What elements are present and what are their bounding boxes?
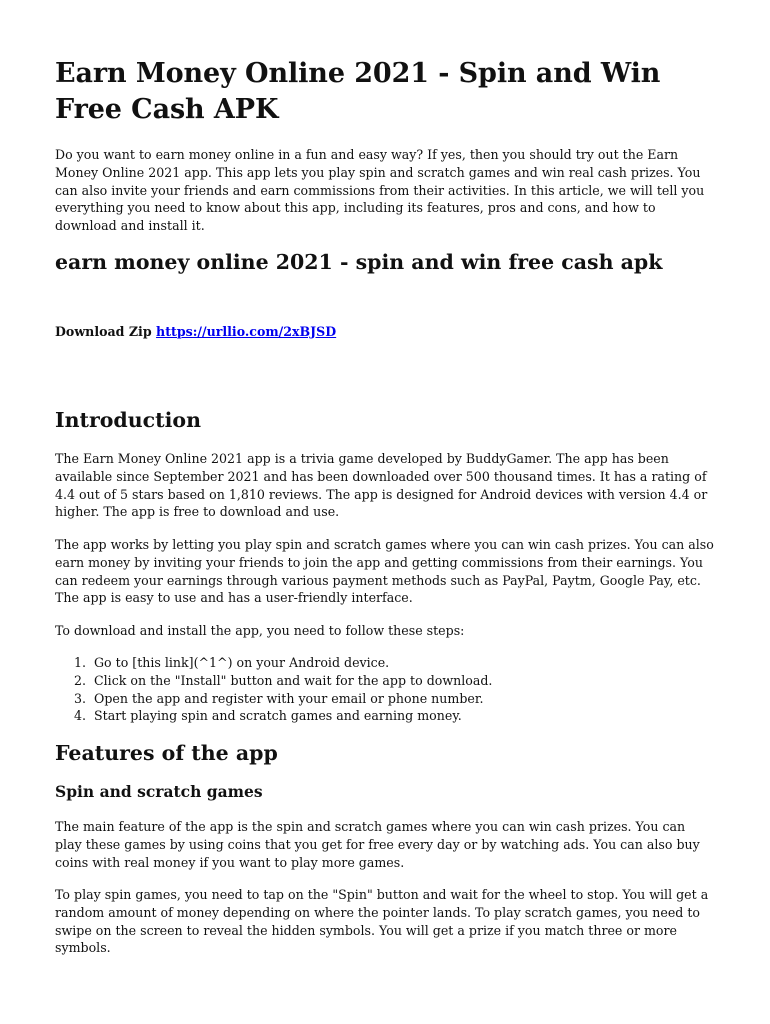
download-line <box>55 323 336 341</box>
intro-paragraph: Do you want to earn money online in a fun and easy way? If yes, then you should try out the Earn Money Online 2021 app. This app lets you play spin and scratch games and win real cash prizes. You can also invite your friends and earn commissions from their activities. In this article, we will tell you everything you need to know about this app, including its features, pros and cons, and how to download and install it. <box>55 147 705 234</box>
list-item-number: 2. <box>74 672 87 688</box>
list-item <box>55 672 492 690</box>
introduction-paragraph-3: To download and install the app, you need to follow these steps: <box>55 623 465 638</box>
list-item-number: 3. <box>74 690 87 706</box>
install-steps-list <box>55 654 492 725</box>
list-item-text: Go to [this link](^1^) on your Android device. <box>94 655 390 670</box>
list-item <box>55 707 492 725</box>
list-item-number: 4. <box>74 708 87 724</box>
download-link[interactable]: https://urllio.com/2xBJSD <box>156 324 337 339</box>
introduction-heading: Introduction <box>55 408 201 432</box>
list-item <box>55 654 492 672</box>
list-item <box>55 690 492 708</box>
download-label: Download Zip <box>55 324 152 339</box>
page-title: Earn Money Online 2021 - Spin and Win Free Cash APK <box>55 58 661 125</box>
features-subheading: Spin and scratch games <box>55 782 263 801</box>
page-subtitle: earn money online 2021 - spin and win free cash apk <box>55 250 663 274</box>
list-item-number: 1. <box>74 655 87 670</box>
list-item-text: Click on the "Install" button and wait for the app to download. <box>94 672 493 688</box>
features-paragraph-2: To play spin games, you need to tap on the "Spin" button and wait for the wheel to stop. You will get a random amount of money depending on where the pointer lands. To play scratch games, you need to swipe on the screen to reveal the hidden symbols. You will get a prize if you match three or more symbols. <box>55 887 709 956</box>
list-item-text: Start playing spin and scratch games and earning money. <box>94 708 462 724</box>
list-item-text: Open the app and register with your email or phone number. <box>94 690 484 706</box>
introduction-paragraph-2: The app works by letting you play spin and scratch games where you can win cash prizes. You can also earn money by inviting your friends to join the app and getting commissions from their earnings. You can redeem your earnings through various payment methods such as PayPal, Paytm, Google Pay, etc. The app is easy to use and has a user-friendly interface. <box>55 537 714 606</box>
features-paragraph-1: The main feature of the app is the spin and scratch games where you can win cash prizes. You can play these games by using coins that you get for free every day or by watching ads. You can also buy coins with real money if you want to play more games. <box>55 819 700 870</box>
introduction-paragraph-1: The Earn Money Online 2021 app is a trivia game developed by BuddyGamer. The app has been available since September 2021 and has been downloaded over 500 thousand times. It has a rating of 4.4 out of 5 stars based on 1,810 reviews. The app is designed for Android devices with version 4.4 or higher. The app is free to download and use. <box>55 451 708 520</box>
features-heading: Features of the app <box>55 741 278 765</box>
